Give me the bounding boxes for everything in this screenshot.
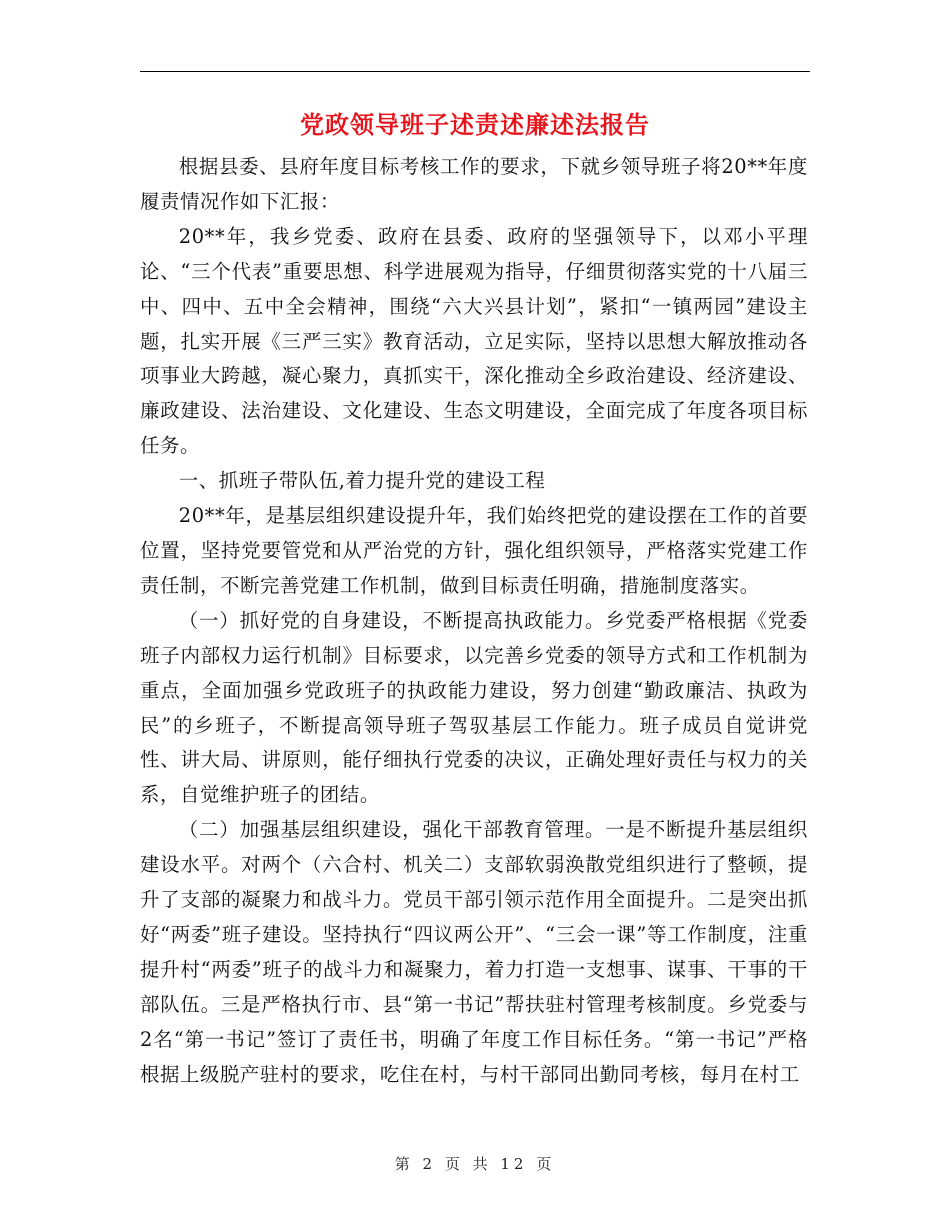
paragraph-subsection-2: （二）加强基层组织建设，强化干部教育管理。一是不断提升基层组织建设水平。对两个（六合村、机关二）支部软弱涣散党组织进行了整顿，提升了支部的凝聚力和战斗力。党员干部引领示范作用全面提升。二是突出抓好“两委”班子建设。坚持执行“四议两公开”、“三会一课”等工作制度，注重提升村“两委”班子的战斗力和凝聚力，着力打造一支想事、谋事、干事的干部队伍。三是严格执行市、县“第一书记”帮扶驻村管理考核制度。乡党委与2名“第一书记”签订了责任书，明确了年度工作目标任务。“第一书记”严格根据上级脱产驻村的要求，吃住在村，与村干部同出勤同考核，每月在村工 [140,818,808,1086]
document-title: 党政领导班子述责述廉述法报告 [300,110,650,139]
paragraph-party-building: 20**年，是基层组织建设提升年，我们始终把党的建设摆在工作的首要位置，坚持党要管党和从严治党的方针，强化组织领导，严格落实党建工作责任制，不断完善党建工作机制，做到目标责任明确，措施制度落实。 [140,504,808,597]
paragraph-intro: 根据县委、县府年度目标考核工作的要求，下就乡领导班子将20**年度履责情况作如下汇报： [140,155,808,213]
section-heading-1: 一、抓班子带队伍,着力提升党的建设工程 [178,469,546,493]
paragraph-subsection-1: （一）抓好党的自身建设，不断提高执政能力。乡党委严格根据《党委班子内部权力运行机制》目标要求，以完善乡党委的领导方式和工作机制为重点，全面加强乡党政班子的执政能力建设，努力创建“勤政廉洁、执政为民”的乡班子，不断提高领导班子驾驭基层工作能力。班子成员自觉讲党性、讲大局、讲原则，能仔细执行党委的决议，正确处理好责任与权力的关系，自觉维护班子的团结。 [140,608,808,807]
paragraph-overview: 20**年，我乡党委、政府在县委、政府的坚强领导下，以邓小平理论、“三个代表”重要思想、科学进展观为指导，仔细贯彻落实党的十八届三中、四中、五中全会精神，围绕“六大兴县计划”，紧扣“一镇两园”建设主题，扎实开展《三严三实》教育活动，立足实际，坚持以思想大解放推动各项事业大跨越，凝心聚力，真抓实干，深化推动全乡政治建设、经济建设、廉政建设、法治建设、文化建设、生态文明建设，全面完成了年度各项目标任务。 [140,224,808,458]
document-body [140,150,808,1092]
page-number: 第 2 页 共 12 页 [394,1155,556,1173]
header-rule [140,71,810,72]
